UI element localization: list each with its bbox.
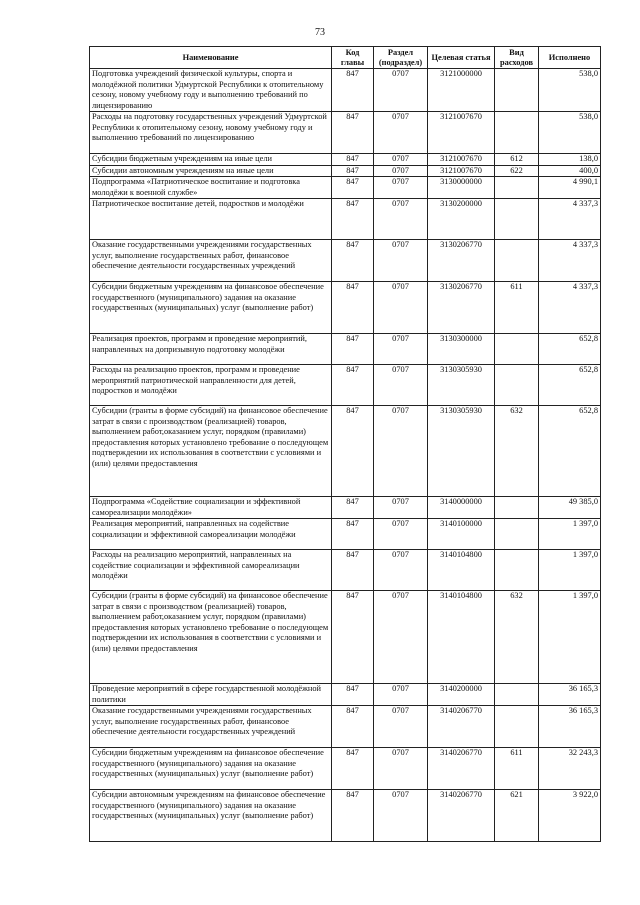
cell-executed: 4 337,3 xyxy=(539,282,601,334)
table-row xyxy=(90,112,601,154)
cell-code: 847 xyxy=(332,684,374,706)
cell-kind xyxy=(495,684,539,706)
table-row xyxy=(90,550,601,591)
cell-section: 0707 xyxy=(374,519,428,550)
cell-kind xyxy=(495,199,539,240)
cell-kind xyxy=(495,177,539,199)
cell-code: 847 xyxy=(332,165,374,177)
cell-kind: 612 xyxy=(495,154,539,166)
table-row xyxy=(90,165,601,177)
cell-section: 0707 xyxy=(374,684,428,706)
cell-section: 0707 xyxy=(374,112,428,154)
table-row xyxy=(90,706,601,748)
column-header-code: Код главы xyxy=(332,47,374,69)
cell-section: 0707 xyxy=(374,177,428,199)
cell-executed: 4 990,1 xyxy=(539,177,601,199)
column-header-section: Раздел (подраздел) xyxy=(374,47,428,69)
cell-name: Субсидии бюджетным учреждениям на финансовое обеспечение государственного (муниципального) задания на оказание государственных (муниципальных) услуг (выполнение работ) xyxy=(90,748,332,790)
cell-kind xyxy=(495,365,539,406)
cell-name: Реализация проектов, программ и проведение мероприятий, направленных на допризывную подготовку молодёжи xyxy=(90,334,332,365)
cell-code: 847 xyxy=(332,406,374,497)
cell-name: Расходы на подготовку государственных учреждений Удмуртской Республики к отопительному сезону, новому учебному году и выполнению требований по лицензированию xyxy=(90,112,332,154)
cell-target: 3121000000 xyxy=(428,69,495,112)
cell-section: 0707 xyxy=(374,365,428,406)
cell-name: Подпрограмма «Патриотическое воспитание и подготовка молодёжи к военной службе» xyxy=(90,177,332,199)
cell-kind xyxy=(495,112,539,154)
column-header-executed: Исполнено xyxy=(539,47,601,69)
cell-section: 0707 xyxy=(374,154,428,166)
table-row xyxy=(90,519,601,550)
cell-code: 847 xyxy=(332,790,374,842)
cell-executed: 652,8 xyxy=(539,406,601,497)
cell-target: 3130305930 xyxy=(428,365,495,406)
table-row xyxy=(90,684,601,706)
cell-section: 0707 xyxy=(374,240,428,282)
cell-target: 3140000000 xyxy=(428,497,495,519)
cell-target: 3130305930 xyxy=(428,406,495,497)
cell-code: 847 xyxy=(332,706,374,748)
cell-name: Расходы на реализацию мероприятий, направленных на содействие социализации и эффективной самореализации молодёжи xyxy=(90,550,332,591)
cell-name: Субсидии автономным учреждениям на финансовое обеспечение государственного (муниципального) задания на оказание государственных (муниципальных) услуг (выполнение работ) xyxy=(90,790,332,842)
cell-kind xyxy=(495,550,539,591)
cell-executed: 4 337,3 xyxy=(539,240,601,282)
cell-kind: 621 xyxy=(495,790,539,842)
cell-executed: 138,0 xyxy=(539,154,601,166)
cell-name: Реализация мероприятий, направленных на содействие социализации и эффективной самореализации молодёжи xyxy=(90,519,332,550)
table-row xyxy=(90,154,601,166)
cell-code: 847 xyxy=(332,282,374,334)
cell-executed: 4 337,3 xyxy=(539,199,601,240)
cell-executed: 538,0 xyxy=(539,112,601,154)
cell-executed: 1 397,0 xyxy=(539,591,601,684)
cell-name: Подготовка учреждений физической культуры, спорта и молодёжной политики Удмуртской Республики к отопительному сезону, новому учебному году и выполнению требований по лицензированию xyxy=(90,69,332,112)
cell-code: 847 xyxy=(332,177,374,199)
cell-section: 0707 xyxy=(374,497,428,519)
table-body xyxy=(90,69,601,842)
cell-name: Субсидии бюджетным учреждениям на финансовое обеспечение государственного (муниципального) задания на оказание государственных (муниципальных) услуг (выполнение работ) xyxy=(90,282,332,334)
table-row xyxy=(90,790,601,842)
table-row xyxy=(90,406,601,497)
cell-code: 847 xyxy=(332,519,374,550)
table-row xyxy=(90,748,601,790)
cell-target: 3130206770 xyxy=(428,282,495,334)
cell-kind: 632 xyxy=(495,406,539,497)
cell-section: 0707 xyxy=(374,165,428,177)
cell-section: 0707 xyxy=(374,406,428,497)
cell-target: 3140104800 xyxy=(428,550,495,591)
cell-code: 847 xyxy=(332,365,374,406)
table-row xyxy=(90,282,601,334)
cell-target: 3130200000 xyxy=(428,199,495,240)
cell-target: 3130206770 xyxy=(428,240,495,282)
cell-section: 0707 xyxy=(374,748,428,790)
cell-name: Проведение мероприятий в сфере государственной молодёжной политики xyxy=(90,684,332,706)
cell-code: 847 xyxy=(332,591,374,684)
cell-target: 3140100000 xyxy=(428,519,495,550)
cell-kind xyxy=(495,334,539,365)
cell-target: 3140200000 xyxy=(428,684,495,706)
cell-section: 0707 xyxy=(374,591,428,684)
cell-target: 3121007670 xyxy=(428,112,495,154)
table-header-row xyxy=(90,47,601,69)
cell-code: 847 xyxy=(332,154,374,166)
table-row xyxy=(90,591,601,684)
cell-section: 0707 xyxy=(374,550,428,591)
column-header-target: Целевая статья xyxy=(428,47,495,69)
cell-kind: 611 xyxy=(495,282,539,334)
cell-code: 847 xyxy=(332,550,374,591)
cell-kind xyxy=(495,497,539,519)
budget-table xyxy=(89,46,601,842)
cell-kind: 611 xyxy=(495,748,539,790)
cell-executed: 36 165,3 xyxy=(539,684,601,706)
cell-executed: 538,0 xyxy=(539,69,601,112)
column-header-kind: Вид расходов xyxy=(495,47,539,69)
cell-section: 0707 xyxy=(374,69,428,112)
cell-code: 847 xyxy=(332,334,374,365)
cell-kind xyxy=(495,69,539,112)
cell-executed: 3 922,0 xyxy=(539,790,601,842)
table-row xyxy=(90,240,601,282)
cell-executed: 652,8 xyxy=(539,365,601,406)
cell-code: 847 xyxy=(332,112,374,154)
cell-name: Оказание государственными учреждениями государственных услуг, выполнение государственных работ, финансовое обеспечение деятельности государственных учреждений xyxy=(90,240,332,282)
table-row xyxy=(90,334,601,365)
cell-code: 847 xyxy=(332,199,374,240)
cell-section: 0707 xyxy=(374,282,428,334)
cell-name: Оказание государственными учреждениями государственных услуг, выполнение государственных работ, финансовое обеспечение деятельности государственных учреждений xyxy=(90,706,332,748)
cell-target: 3121007670 xyxy=(428,154,495,166)
cell-section: 0707 xyxy=(374,706,428,748)
cell-kind xyxy=(495,706,539,748)
table-row xyxy=(90,365,601,406)
cell-kind: 622 xyxy=(495,165,539,177)
cell-name: Подпрограмма «Содействие социализации и эффективной самореализации молодёжи» xyxy=(90,497,332,519)
cell-executed: 32 243,3 xyxy=(539,748,601,790)
column-header-name: Наименование xyxy=(90,47,332,69)
cell-name: Субсидии (гранты в форме субсидий) на финансовое обеспечение затрат в связи с производством (реализацией) товаров, выполнением работ,оказанием услуг, порядком (правилами) предоставления которых установлено требование о последующем подтверждении их использования в соответствии с условиями и (или) целями предоставления xyxy=(90,591,332,684)
cell-target: 3140206770 xyxy=(428,748,495,790)
cell-name: Субсидии (гранты в форме субсидий) на финансовое обеспечение затрат в связи с производством (реализацией) товаров, выполнением работ,оказанием услуг, порядком (правилами) предоставления которых установлено требование о последующем подтверждении их использования в соответствии с условиями и (или) целями предоставления xyxy=(90,406,332,497)
cell-target: 3130000000 xyxy=(428,177,495,199)
cell-code: 847 xyxy=(332,497,374,519)
cell-target: 3140104800 xyxy=(428,591,495,684)
cell-kind: 632 xyxy=(495,591,539,684)
cell-code: 847 xyxy=(332,748,374,790)
cell-executed: 1 397,0 xyxy=(539,519,601,550)
cell-name: Субсидии бюджетным учреждениям на иные цели xyxy=(90,154,332,166)
cell-section: 0707 xyxy=(374,790,428,842)
cell-executed: 400,0 xyxy=(539,165,601,177)
cell-target: 3121007670 xyxy=(428,165,495,177)
cell-section: 0707 xyxy=(374,199,428,240)
table-row xyxy=(90,199,601,240)
table-row xyxy=(90,497,601,519)
table-row xyxy=(90,177,601,199)
cell-name: Расходы на реализацию проектов, программ и проведение мероприятий патриотической направленности для детей, подростков и молодёжи xyxy=(90,365,332,406)
cell-target: 3130300000 xyxy=(428,334,495,365)
table-row xyxy=(90,69,601,112)
cell-kind xyxy=(495,240,539,282)
cell-code: 847 xyxy=(332,69,374,112)
page-number: 73 xyxy=(315,27,325,38)
cell-section: 0707 xyxy=(374,334,428,365)
cell-executed: 49 385,0 xyxy=(539,497,601,519)
cell-kind xyxy=(495,519,539,550)
cell-target: 3140206770 xyxy=(428,790,495,842)
cell-name: Субсидии автономным учреждениям на иные цели xyxy=(90,165,332,177)
cell-executed: 36 165,3 xyxy=(539,706,601,748)
cell-target: 3140206770 xyxy=(428,706,495,748)
cell-name: Патриотическое воспитание детей, подростков и молодёжи xyxy=(90,199,332,240)
cell-code: 847 xyxy=(332,240,374,282)
cell-executed: 652,8 xyxy=(539,334,601,365)
cell-executed: 1 397,0 xyxy=(539,550,601,591)
